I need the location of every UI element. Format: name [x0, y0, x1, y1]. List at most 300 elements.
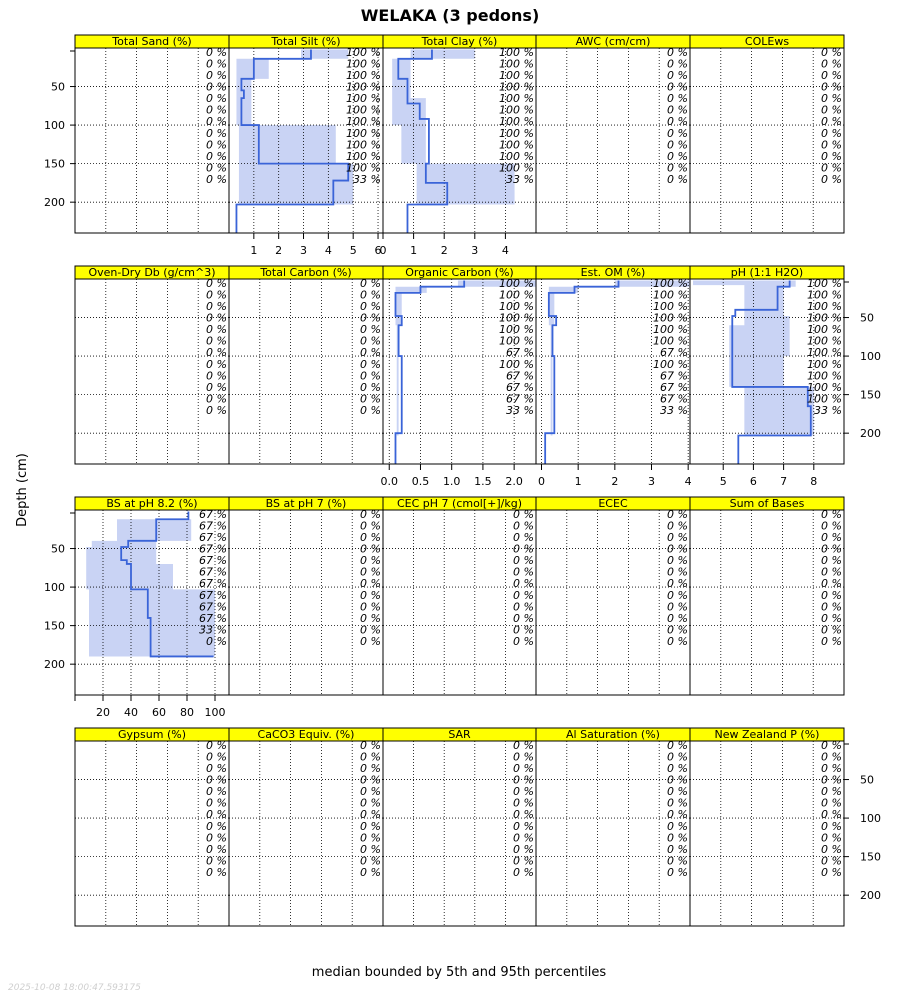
panel-total-carbon	[229, 266, 383, 464]
data-coverage-label: 0 %	[821, 623, 842, 637]
data-coverage-label: 67 %	[660, 346, 688, 360]
data-coverage-label: 100 %	[807, 346, 842, 360]
data-coverage-label: 0 %	[667, 808, 688, 822]
data-coverage-label: 100 %	[499, 103, 534, 117]
data-coverage-label: 33 %	[353, 173, 381, 187]
data-coverage-label: 0 %	[360, 808, 381, 822]
data-coverage-label: 100 %	[499, 68, 534, 82]
data-coverage-label: 0 %	[513, 808, 534, 822]
data-coverage-label: 0 %	[360, 854, 381, 868]
panel-title: Sum of Bases	[729, 497, 805, 510]
x-tick-label: 100	[204, 706, 226, 719]
x-tick-label: 0	[538, 475, 545, 488]
data-coverage-label: 0 %	[821, 785, 842, 799]
data-coverage-label: 0 %	[667, 738, 688, 752]
median-line	[395, 281, 464, 464]
data-coverage-label: 0 %	[206, 323, 227, 337]
panel-title: BS at pH 8.2 (%)	[106, 497, 198, 510]
depth-tick-label: 200	[860, 427, 881, 441]
data-coverage-label: 0 %	[360, 311, 381, 325]
data-coverage-label: 0 %	[360, 600, 381, 614]
panel-title: SAR	[448, 728, 471, 741]
x-tick-label: 2.0	[505, 475, 523, 488]
data-coverage-label: 100 %	[653, 276, 688, 290]
depth-tick-label: 100	[44, 119, 65, 133]
panel-title: Organic Carbon (%)	[405, 266, 514, 279]
data-coverage-label: 0 %	[360, 565, 381, 579]
panel-bs-at-ph-7	[229, 497, 383, 695]
data-coverage-label: 100 %	[346, 92, 381, 106]
data-coverage-label: 100 %	[499, 299, 534, 313]
panel-est-om	[536, 266, 692, 488]
data-coverage-label: 100 %	[807, 357, 842, 371]
data-coverage-label: 0 %	[206, 173, 227, 187]
x-tick-label: 1.5	[474, 475, 492, 488]
timestamp: 2025-10-08 18:00:47.593175	[8, 983, 141, 993]
data-coverage-label: 0 %	[821, 738, 842, 752]
data-coverage-label: 100 %	[807, 380, 842, 394]
data-coverage-label: 0 %	[667, 819, 688, 833]
data-coverage-label: 0 %	[667, 785, 688, 799]
data-coverage-label: 0 %	[360, 334, 381, 348]
data-coverage-label: 0 %	[360, 380, 381, 394]
panel-caco3-equiv	[229, 728, 383, 926]
x-tick-label: 3	[471, 244, 479, 257]
data-coverage-label: 100 %	[346, 57, 381, 71]
data-coverage-label: 0 %	[206, 149, 227, 163]
data-coverage-label: 0 %	[206, 357, 227, 371]
data-coverage-label: 100 %	[499, 149, 534, 163]
data-coverage-label: 0 %	[667, 45, 688, 59]
data-coverage-label: 33 %	[506, 404, 534, 418]
data-coverage-label: 100 %	[499, 126, 534, 140]
data-coverage-label: 0 %	[821, 761, 842, 775]
data-coverage-label: 0 %	[667, 542, 688, 556]
x-tick-label: 6	[374, 244, 382, 257]
data-coverage-label: 0 %	[206, 842, 227, 856]
data-coverage-label: 0 %	[513, 611, 534, 625]
data-coverage-label: 100 %	[807, 323, 842, 337]
data-coverage-label: 0 %	[667, 866, 688, 880]
data-coverage-label: 0 %	[667, 796, 688, 810]
data-coverage-label: 0 %	[360, 276, 381, 290]
data-coverage-label: 0 %	[667, 103, 688, 117]
data-coverage-label: 0 %	[360, 623, 381, 637]
panel-ph-1-1-h2o	[690, 266, 844, 488]
data-coverage-label: 0 %	[206, 45, 227, 59]
panel-title: ECEC	[598, 497, 628, 510]
data-coverage-label: 33 %	[814, 404, 842, 418]
data-coverage-label: 0 %	[513, 519, 534, 533]
panel-title: Total Silt (%)	[271, 35, 341, 48]
depth-tick-label: 100	[860, 350, 881, 364]
data-coverage-label: 100 %	[807, 334, 842, 348]
panel-title: Gypsum (%)	[118, 728, 186, 741]
data-coverage-label: 67 %	[199, 507, 227, 521]
data-coverage-label: 0 %	[206, 126, 227, 140]
data-coverage-label: 67 %	[506, 346, 534, 360]
chart-title: WELAKA (3 pedons)	[360, 6, 540, 25]
depth-tick-label: 150	[44, 619, 65, 633]
x-tick-label: 4	[324, 244, 332, 257]
data-coverage-label: 0 %	[360, 299, 381, 313]
data-coverage-label: 100 %	[807, 392, 842, 406]
data-coverage-label: 0 %	[821, 542, 842, 556]
data-coverage-label: 0 %	[667, 507, 688, 521]
data-coverage-label: 0 %	[667, 173, 688, 187]
depth-tick-label: 50	[860, 311, 874, 325]
data-coverage-label: 67 %	[506, 380, 534, 394]
data-coverage-label: 0 %	[360, 542, 381, 556]
data-coverage-label: 0 %	[821, 750, 842, 764]
panel-oven-dry-db-g-cm-3	[75, 266, 229, 464]
x-tick-label: 4	[684, 475, 692, 488]
x-tick-label: 1.0	[442, 475, 461, 488]
data-coverage-label: 0 %	[821, 600, 842, 614]
panel-new-zealand-p	[690, 728, 844, 926]
data-coverage-label: 0 %	[821, 530, 842, 544]
x-tick-label: 6	[749, 475, 757, 488]
data-coverage-label: 0 %	[821, 115, 842, 129]
data-coverage-label: 0 %	[206, 750, 227, 764]
panel-title: Est. OM (%)	[580, 266, 646, 279]
depth-tick-label: 50	[860, 773, 874, 787]
panel-title: Al Saturation (%)	[566, 728, 660, 741]
depth-tick-label: 200	[44, 658, 65, 672]
data-coverage-label: 0 %	[513, 854, 534, 868]
data-coverage-label: 0 %	[206, 334, 227, 348]
data-coverage-label: 0 %	[360, 773, 381, 787]
x-tick-label: 5	[349, 244, 357, 257]
data-coverage-label: 100 %	[499, 323, 534, 337]
panel-cec-ph-7-cmol-kg	[383, 497, 536, 695]
depth-tick-label: 100	[44, 581, 65, 595]
data-coverage-label: 0 %	[667, 92, 688, 106]
data-coverage-label: 0 %	[360, 346, 381, 360]
data-coverage-label: 0 %	[206, 380, 227, 394]
data-coverage-label: 0 %	[360, 357, 381, 371]
data-coverage-label: 0 %	[206, 808, 227, 822]
data-coverage-label: 0 %	[821, 773, 842, 787]
data-coverage-label: 100 %	[653, 288, 688, 302]
data-coverage-label: 0 %	[821, 866, 842, 880]
panel-colews	[690, 35, 844, 233]
data-coverage-label: 0 %	[206, 299, 227, 313]
data-coverage-label: 33 %	[660, 404, 688, 418]
data-coverage-label: 0 %	[360, 288, 381, 302]
data-coverage-label: 0 %	[513, 565, 534, 579]
data-coverage-label: 0 %	[667, 565, 688, 579]
data-coverage-label: 0 %	[821, 80, 842, 94]
panel-bs-at-ph-8-2	[75, 497, 229, 719]
data-coverage-label: 100 %	[499, 45, 534, 59]
data-coverage-label: 0 %	[821, 68, 842, 82]
data-coverage-label: 100 %	[346, 103, 381, 117]
data-coverage-label: 100 %	[346, 68, 381, 82]
data-coverage-label: 0 %	[667, 149, 688, 163]
data-coverage-label: 67 %	[199, 530, 227, 544]
chart-footer-caption: median bounded by 5th and 95th percentiles	[311, 965, 607, 980]
data-coverage-label: 0 %	[206, 80, 227, 94]
data-coverage-label: 100 %	[499, 311, 534, 325]
x-tick-label: 0.0	[380, 475, 398, 488]
panel-title: Total Clay (%)	[421, 35, 498, 48]
data-coverage-label: 0 %	[206, 635, 227, 649]
data-coverage-label: 67 %	[660, 369, 688, 383]
data-coverage-label: 0 %	[206, 369, 227, 383]
depth-tick-label: 200	[860, 889, 881, 903]
data-coverage-label: 0 %	[513, 842, 534, 856]
data-coverage-label: 0 %	[206, 138, 227, 152]
data-coverage-label: 0 %	[667, 842, 688, 856]
data-coverage-label: 67 %	[199, 588, 227, 602]
x-tick-label: 2	[275, 244, 283, 257]
data-coverage-label: 0 %	[821, 808, 842, 822]
data-coverage-label: 67 %	[199, 554, 227, 568]
data-coverage-label: 0 %	[206, 854, 227, 868]
data-coverage-label: 67 %	[660, 392, 688, 406]
data-coverage-label: 0 %	[206, 161, 227, 175]
data-coverage-label: 0 %	[667, 554, 688, 568]
data-coverage-label: 100 %	[653, 311, 688, 325]
data-coverage-label: 0 %	[821, 796, 842, 810]
panel-title: CaCO3 Equiv. (%)	[257, 728, 355, 741]
data-coverage-label: 0 %	[667, 750, 688, 764]
data-coverage-label: 0 %	[360, 577, 381, 591]
data-coverage-label: 0 %	[360, 635, 381, 649]
data-coverage-label: 0 %	[206, 103, 227, 117]
data-coverage-label: 33 %	[199, 623, 227, 637]
data-coverage-label: 0 %	[821, 57, 842, 71]
data-coverage-label: 0 %	[821, 103, 842, 117]
x-tick-label: 20	[96, 706, 110, 719]
data-coverage-label: 0 %	[821, 635, 842, 649]
panel-title: COLEws	[744, 35, 790, 48]
data-coverage-label: 67 %	[506, 392, 534, 406]
data-coverage-label: 0 %	[206, 761, 227, 775]
data-coverage-label: 0 %	[206, 404, 227, 418]
data-coverage-label: 100 %	[499, 92, 534, 106]
data-coverage-label: 0 %	[821, 565, 842, 579]
data-coverage-label: 100 %	[499, 57, 534, 71]
data-coverage-label: 0 %	[821, 126, 842, 140]
panel-organic-carbon	[380, 266, 536, 488]
data-coverage-label: 0 %	[360, 738, 381, 752]
data-coverage-label: 0 %	[513, 866, 534, 880]
data-coverage-label: 0 %	[360, 404, 381, 418]
data-coverage-label: 100 %	[807, 276, 842, 290]
median-line	[545, 281, 618, 464]
data-coverage-label: 0 %	[821, 854, 842, 868]
panel-grid	[44, 35, 881, 926]
data-coverage-label: 0 %	[821, 161, 842, 175]
data-coverage-label: 0 %	[206, 785, 227, 799]
data-coverage-label: 0 %	[667, 138, 688, 152]
panel-sum-of-bases	[690, 497, 844, 695]
data-coverage-label: 0 %	[360, 507, 381, 521]
data-coverage-label: 67 %	[199, 565, 227, 579]
data-coverage-label: 100 %	[499, 334, 534, 348]
panel-title: AWC (cm/cm)	[575, 35, 651, 48]
data-coverage-label: 0 %	[206, 831, 227, 845]
data-coverage-label: 0 %	[513, 773, 534, 787]
data-coverage-label: 100 %	[499, 80, 534, 94]
data-coverage-label: 0 %	[360, 554, 381, 568]
data-coverage-label: 0 %	[821, 149, 842, 163]
panel-total-clay	[380, 35, 537, 257]
data-coverage-label: 100 %	[807, 311, 842, 325]
panel-al-saturation	[536, 728, 690, 926]
data-coverage-label: 100 %	[346, 126, 381, 140]
x-tick-label: 40	[124, 706, 138, 719]
data-coverage-label: 67 %	[199, 600, 227, 614]
data-coverage-label: 0 %	[206, 346, 227, 360]
panel-total-sand	[75, 35, 229, 233]
data-coverage-label: 33 %	[506, 173, 534, 187]
data-coverage-label: 0 %	[821, 611, 842, 625]
depth-tick-label: 50	[51, 80, 65, 94]
data-coverage-label: 0 %	[360, 530, 381, 544]
data-coverage-label: 0 %	[667, 854, 688, 868]
data-coverage-label: 0 %	[513, 623, 534, 637]
data-coverage-label: 0 %	[360, 796, 381, 810]
data-coverage-label: 100 %	[346, 149, 381, 163]
x-tick-label: 60	[152, 706, 166, 719]
data-coverage-label: 0 %	[206, 311, 227, 325]
data-coverage-label: 0 %	[513, 785, 534, 799]
data-coverage-label: 0 %	[513, 750, 534, 764]
data-coverage-label: 0 %	[206, 773, 227, 787]
data-coverage-label: 0 %	[667, 161, 688, 175]
panel-gypsum	[75, 728, 229, 926]
data-coverage-label: 100 %	[499, 115, 534, 129]
depth-tick-label: 50	[51, 542, 65, 556]
data-coverage-label: 0 %	[821, 819, 842, 833]
data-coverage-label: 0 %	[360, 588, 381, 602]
data-coverage-label: 0 %	[513, 588, 534, 602]
depth-tick-label: 200	[44, 196, 65, 210]
data-coverage-label: 0 %	[360, 785, 381, 799]
data-coverage-label: 67 %	[506, 369, 534, 383]
data-coverage-label: 0 %	[667, 611, 688, 625]
x-tick-label: 0.5	[411, 475, 430, 488]
data-coverage-label: 0 %	[206, 92, 227, 106]
x-tick-label: 3	[648, 475, 655, 488]
data-coverage-label: 0 %	[667, 761, 688, 775]
data-coverage-label: 100 %	[807, 299, 842, 313]
data-coverage-label: 0 %	[360, 392, 381, 406]
data-coverage-label: 0 %	[667, 115, 688, 129]
x-tick-label: 1	[410, 244, 418, 257]
data-coverage-label: 67 %	[199, 519, 227, 533]
data-coverage-label: 0 %	[821, 577, 842, 591]
data-coverage-label: 0 %	[821, 173, 842, 187]
data-coverage-label: 0 %	[206, 738, 227, 752]
data-coverage-label: 0 %	[360, 750, 381, 764]
data-coverage-label: 0 %	[206, 68, 227, 82]
depth-tick-label: 150	[860, 850, 881, 864]
data-coverage-label: 0 %	[513, 542, 534, 556]
data-coverage-label: 0 %	[821, 45, 842, 59]
data-coverage-label: 0 %	[821, 138, 842, 152]
data-coverage-label: 0 %	[821, 519, 842, 533]
data-coverage-label: 100 %	[499, 288, 534, 302]
depth-tick-label: 100	[860, 812, 881, 826]
panel-title: Total Carbon (%)	[260, 266, 352, 279]
data-coverage-label: 0 %	[667, 57, 688, 71]
data-coverage-label: 67 %	[660, 380, 688, 394]
x-tick-label: 1	[574, 475, 582, 488]
data-coverage-label: 67 %	[199, 577, 227, 591]
data-coverage-label: 0 %	[821, 507, 842, 521]
data-coverage-label: 0 %	[513, 761, 534, 775]
data-coverage-label: 100 %	[346, 115, 381, 129]
x-tick-label: 8	[810, 475, 818, 488]
data-coverage-label: 67 %	[199, 542, 227, 556]
data-coverage-label: 0 %	[667, 623, 688, 637]
data-coverage-label: 0 %	[360, 519, 381, 533]
x-tick-label: 2	[611, 475, 619, 488]
depth-tick-label: 150	[860, 388, 881, 402]
data-coverage-label: 0 %	[513, 554, 534, 568]
data-coverage-label: 0 %	[667, 68, 688, 82]
data-coverage-label: 0 %	[821, 554, 842, 568]
data-coverage-label: 0 %	[667, 519, 688, 533]
data-coverage-label: 0 %	[513, 577, 534, 591]
panel-title: CEC pH 7 (cmol[+]/kg)	[396, 497, 523, 510]
x-tick-label: 5	[719, 475, 727, 488]
panel-awc-cm-cm	[536, 35, 690, 233]
data-coverage-label: 0 %	[513, 600, 534, 614]
percentile-band	[392, 50, 514, 210]
data-coverage-label: 100 %	[346, 161, 381, 175]
data-coverage-label: 0 %	[667, 126, 688, 140]
data-coverage-label: 0 %	[667, 831, 688, 845]
x-tick-label: 7	[780, 475, 788, 488]
data-coverage-label: 0 %	[821, 588, 842, 602]
data-coverage-label: 0 %	[821, 842, 842, 856]
data-coverage-label: 100 %	[346, 80, 381, 94]
x-tick-label: 2	[440, 244, 448, 257]
data-coverage-label: 0 %	[667, 773, 688, 787]
x-tick-label: 80	[180, 706, 194, 719]
data-coverage-label: 100 %	[499, 276, 534, 290]
data-coverage-label: 100 %	[346, 138, 381, 152]
data-coverage-label: 0 %	[206, 819, 227, 833]
data-coverage-label: 0 %	[667, 530, 688, 544]
data-coverage-label: 0 %	[360, 842, 381, 856]
data-coverage-label: 100 %	[807, 369, 842, 383]
data-coverage-label: 100 %	[499, 161, 534, 175]
data-coverage-label: 0 %	[821, 92, 842, 106]
panel-title: Oven-Dry Db (g/cm^3)	[88, 266, 216, 279]
data-coverage-label: 0 %	[360, 323, 381, 337]
data-coverage-label: 0 %	[513, 738, 534, 752]
data-coverage-label: 0 %	[206, 796, 227, 810]
data-coverage-label: 100 %	[653, 299, 688, 313]
data-coverage-label: 100 %	[499, 357, 534, 371]
data-coverage-label: 100 %	[653, 323, 688, 337]
data-coverage-label: 0 %	[513, 819, 534, 833]
panel-total-silt	[229, 35, 383, 257]
x-tick-label: 3	[300, 244, 308, 257]
data-coverage-label: 100 %	[807, 288, 842, 302]
data-coverage-label: 100 %	[499, 138, 534, 152]
data-coverage-label: 0 %	[821, 831, 842, 845]
data-coverage-label: 0 %	[360, 866, 381, 880]
panel-ecec	[536, 497, 690, 695]
data-coverage-label: 0 %	[206, 288, 227, 302]
